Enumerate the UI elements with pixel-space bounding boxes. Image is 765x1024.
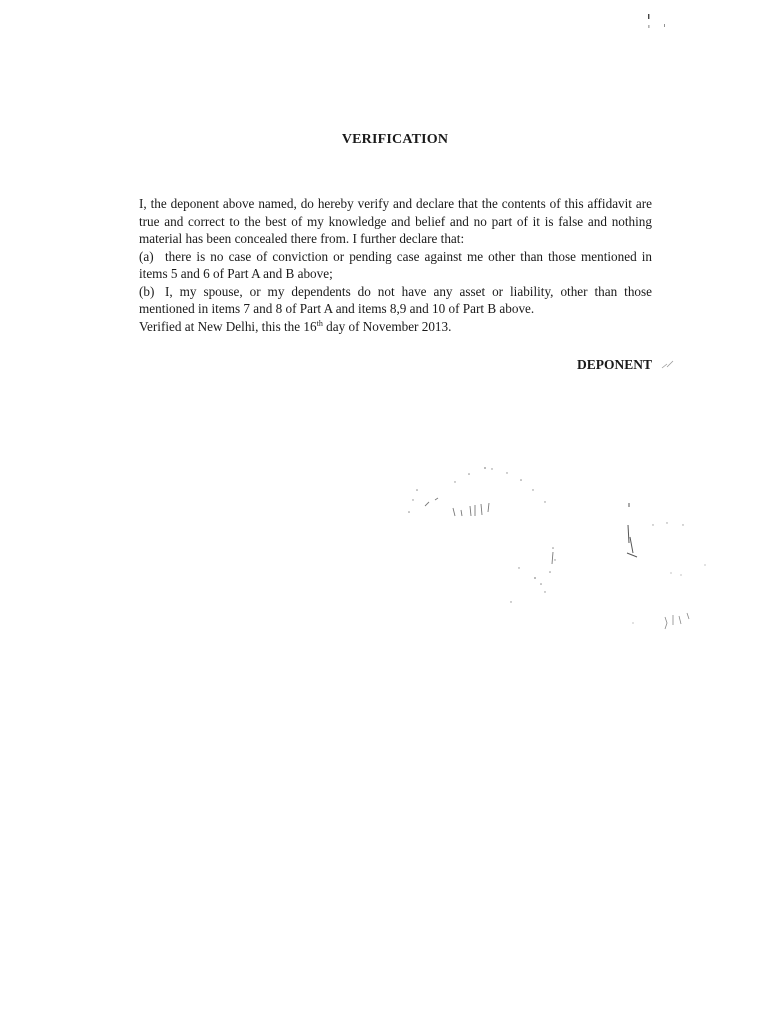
deponent-label: DEPONENT [576, 357, 652, 372]
verified-superscript: th [316, 318, 323, 328]
declaration-item-b [139, 283, 652, 318]
document-title: VERIFICATION [341, 132, 449, 147]
item-label: (a) [139, 248, 154, 264]
signature-remnant [615, 495, 715, 635]
verification-line [139, 318, 652, 336]
document-body [139, 195, 652, 335]
item-label: (b) [139, 283, 155, 299]
item-text: there is no case of conviction or pending case against me other than those mentioned in items 5 and 6 of Part A and B above; [139, 248, 652, 281]
declaration-item-a [139, 248, 652, 283]
stamp-remnant [395, 460, 575, 610]
tick-mark [660, 358, 676, 372]
scan-specks [645, 12, 675, 32]
item-text: I, my spouse, or my dependents do not have any asset or liability, other than those mentioned in items 7 and 8 of Part A and items 8,9 and 10 of Part B above. [139, 283, 652, 316]
declaration-paragraph: I, the deponent above named, do hereby verify and declare that the contents of this affidavit are true and correct to the best of my knowledge and belief and no part of it is false and nothing material has been concealed there from. I further declare that: [139, 196, 652, 246]
verified-suffix: day of November 2013. [322, 318, 452, 334]
verified-prefix: Verified at New Delhi, this the 16 [139, 318, 317, 334]
